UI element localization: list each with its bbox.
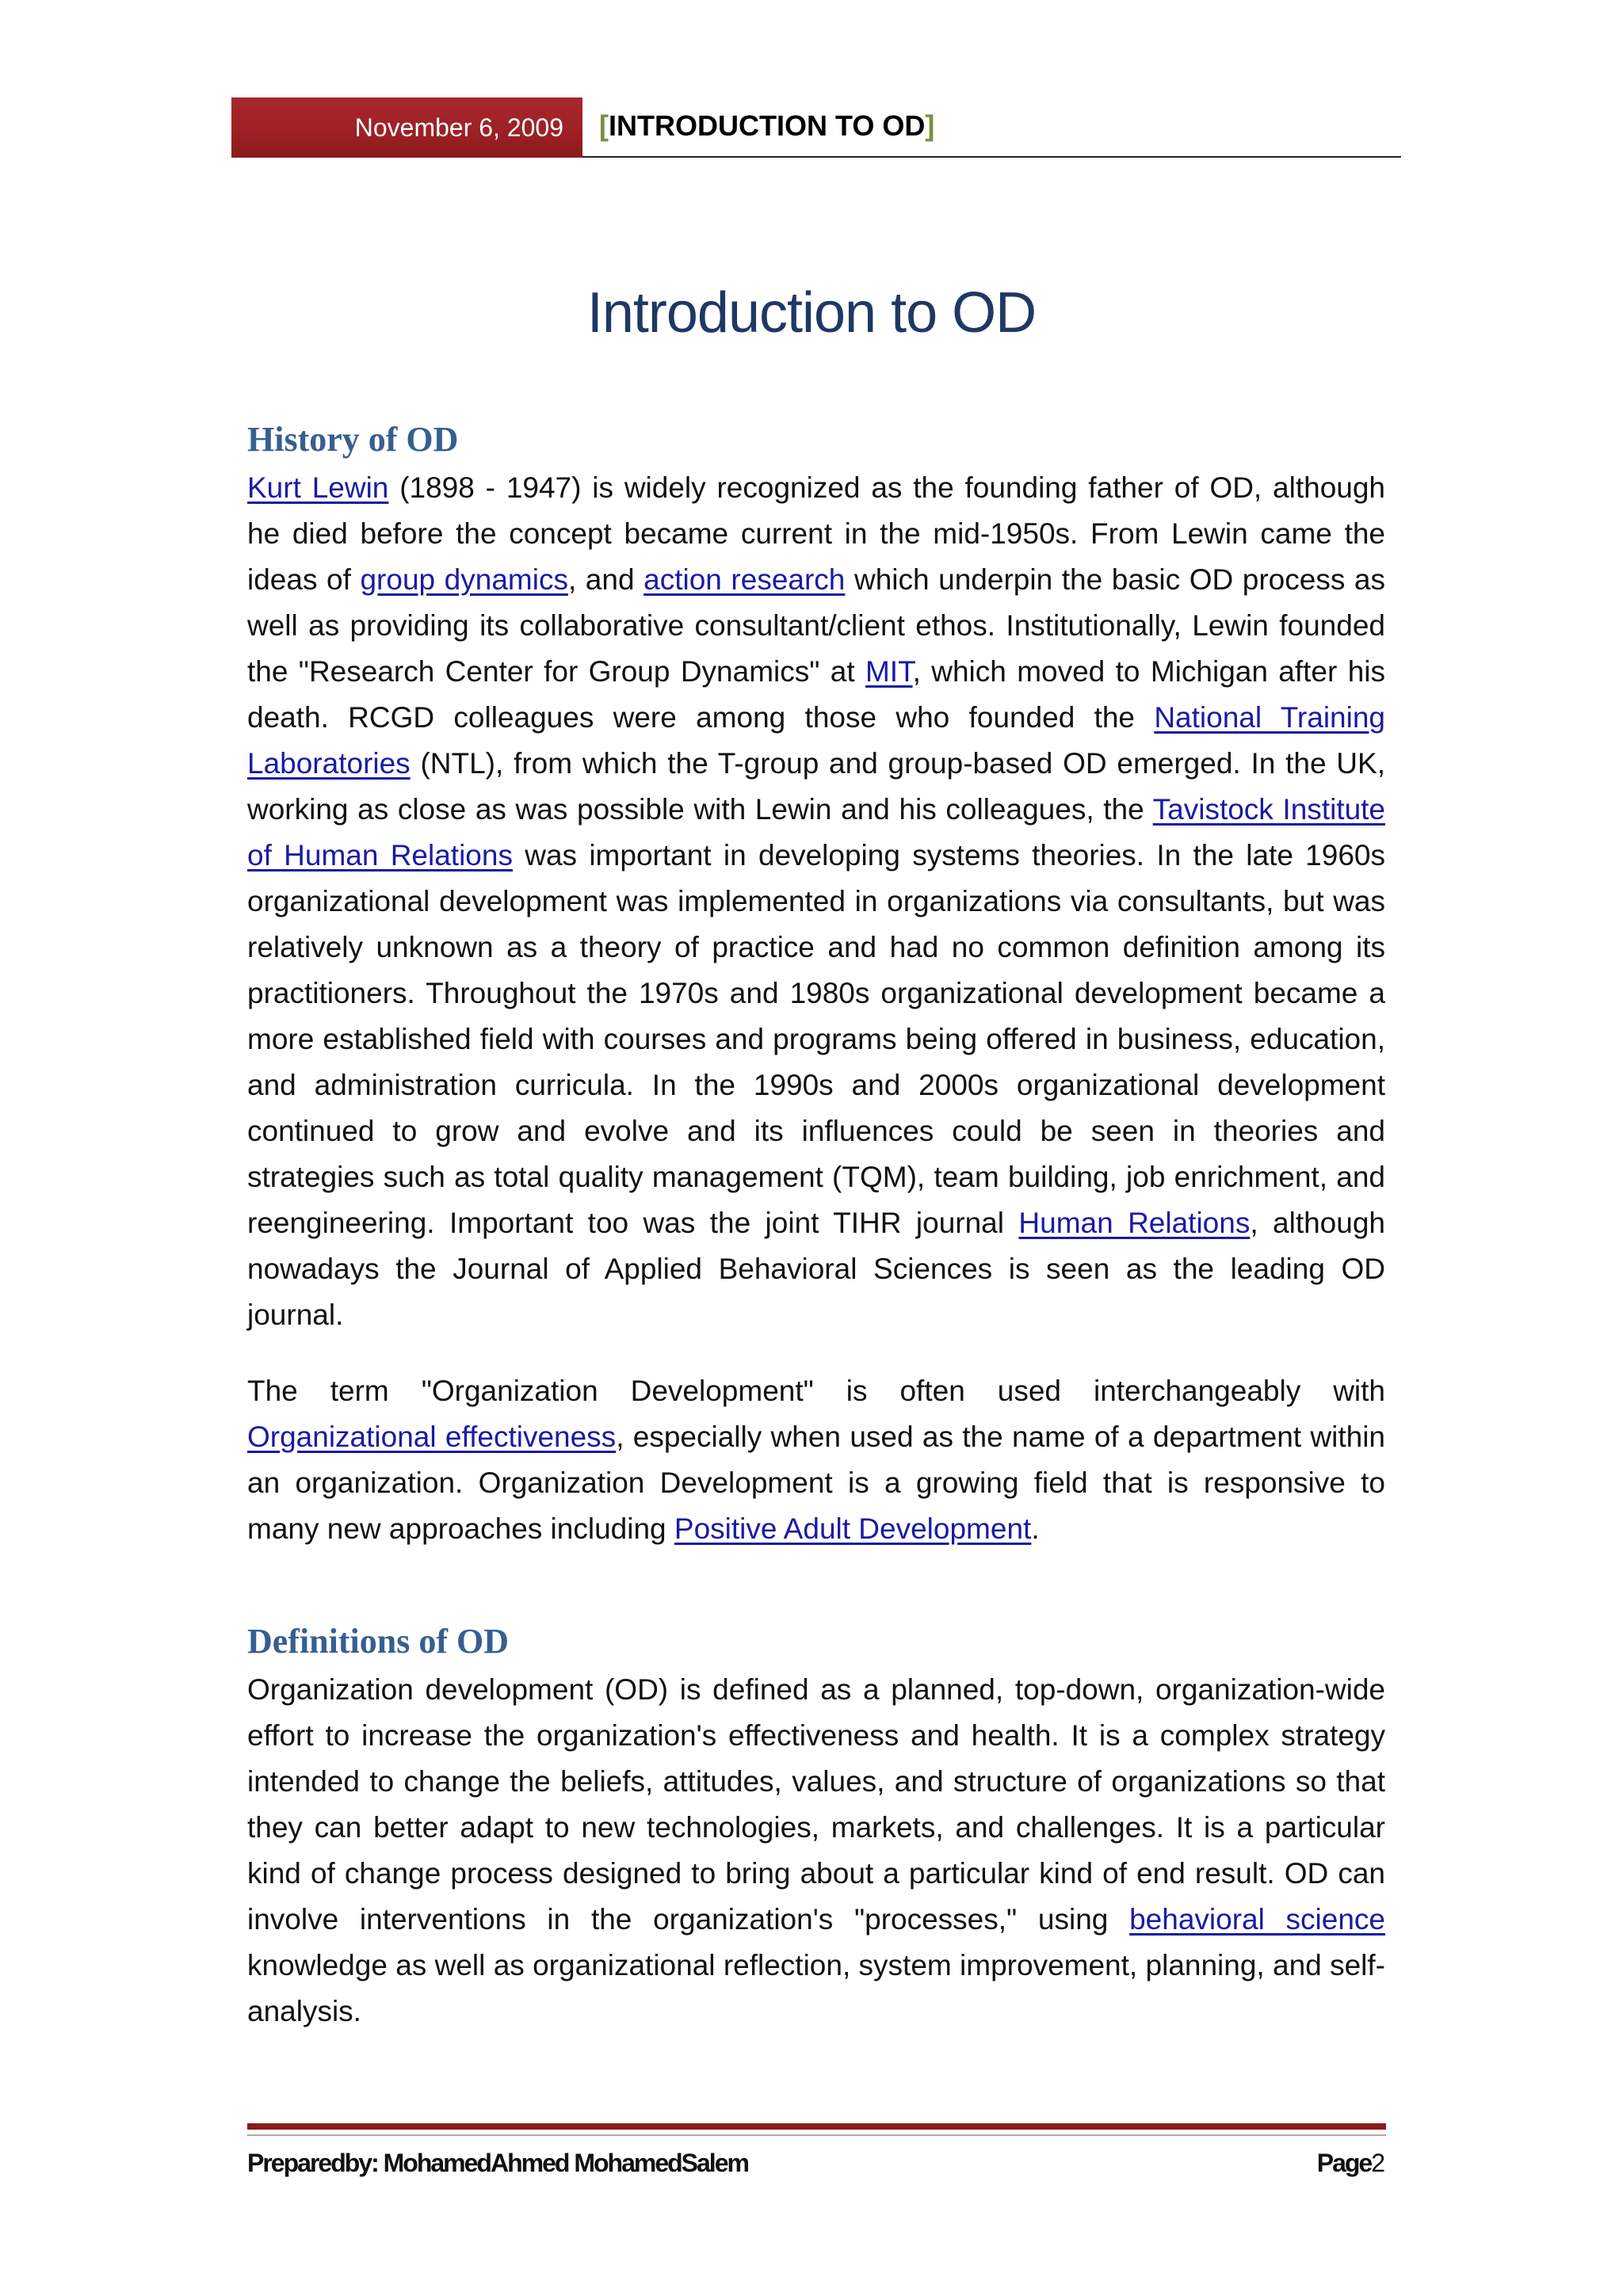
link-group-dynamics[interactable]: group dynamics: [360, 563, 568, 596]
footer-page-number: [1317, 2145, 1385, 2180]
section-heading-definitions: Definitions of OD: [247, 1622, 509, 1661]
header-bracket-open: [: [599, 109, 609, 142]
text-run: , and: [567, 563, 644, 596]
text-run: , although nowadays the Journal of Applied Behavioral Sciences is seen as the leading OD journal.: [247, 1207, 1385, 1331]
link-tavistock-institute[interactable]: Tavistock Institute of Human Relations: [247, 793, 1386, 871]
link-human-relations[interactable]: Human Relations: [1018, 1207, 1251, 1239]
link-mit[interactable]: MIT: [865, 655, 913, 688]
text-run: was important in developing systems theories. In the late 1960s organizational development was implemented in organizations via consultants, but was relatively unknown as a theory of practice and had no common definition among its practitioners. Throughout the 1970s and 1980s organizational development became a more established field with courses and programs being offered in business, education, and administration curricula. In the 1990s and 2000s organizational development continued to grow and evolve and its influences could be seen in theories and strategies such as total quality management (TQM), team building, job enrichment, and reengineering. Important too was the joint TIHR journal: [247, 839, 1385, 1239]
history-paragraph-2: [247, 1368, 1385, 1552]
link-action-research[interactable]: action research: [643, 563, 846, 596]
footer-page-value: 2: [1371, 2149, 1385, 2177]
text-run: (1898 - 1947) is widely recognized as the founding father of OD, although he died before the concept became current in the mid-1950s. From Lewin came the ideas of: [247, 471, 1386, 596]
text-run: knowledge as well as organizational reflection, system improvement, planning, and self-analysis.: [247, 1949, 1385, 2027]
footer-rule: [247, 2123, 1386, 2130]
header-date-band: [231, 97, 582, 158]
link-kurt-lewin[interactable]: Kurt Lewin: [247, 471, 389, 504]
history-paragraph-1: [247, 465, 1385, 1338]
header-date: November 6, 2009: [354, 113, 563, 142]
running-header: [599, 106, 934, 146]
header-rule: [582, 156, 1401, 158]
link-organizational-effectiveness[interactable]: Organizational effectiveness: [247, 1421, 617, 1453]
link-behavioral-science[interactable]: behavioral science: [1129, 1903, 1386, 1936]
section-heading-history: History of OD: [247, 420, 459, 459]
link-positive-adult-development[interactable]: Positive Adult Development: [674, 1512, 1032, 1545]
footer-rule-thin: [247, 2134, 1386, 2136]
text-run: , which moved to Michigan after his death. RCGD colleagues were among those who founded the: [247, 655, 1385, 734]
text-run: which underpin the basic OD process as well as providing its collaborative consultant/client ethos. Institutionally, Lewin founded the "Research Center for Group Dynamics" at: [247, 563, 1385, 688]
link-national-training-laboratories[interactable]: National Training Laboratories: [247, 701, 1385, 780]
text-run: , especially when used as the name of a department within an organization. Organization Development is a growing field that is responsive to many new approaches including: [247, 1421, 1385, 1545]
definitions-paragraph-1: [247, 1667, 1385, 2035]
footer-prepared-by: Preparedby: MohamedAhmed MohamedSalem: [247, 2149, 748, 2177]
text-run: .: [1031, 1512, 1040, 1545]
header-title: INTRODUCTION TO OD: [609, 109, 926, 142]
text-run: Organization development (OD) is defined as a planned, top-down, organization-wide effort to increase the organization's effectiveness and health. It is a complex strategy intended to change the beliefs, attitudes, values, and structure of organizations so that they can better adapt to new technologies, markets, and challenges. It is a particular kind of change process designed to bring about a particular kind of end result. OD can involve interventions in the organization's "processes," using: [247, 1673, 1385, 1936]
header-bracket-close: ]: [925, 109, 935, 142]
text-run: (NTL), from which the T-group and group-based OD emerged. In the UK, working as close as was possible with Lewin and his colleagues, the: [247, 747, 1385, 826]
page-title: Introduction to OD: [586, 281, 1037, 345]
footer-page-label: Page: [1316, 2149, 1372, 2177]
text-run: The term "Organization Development" is often used interchangeably with: [247, 1375, 1385, 1407]
